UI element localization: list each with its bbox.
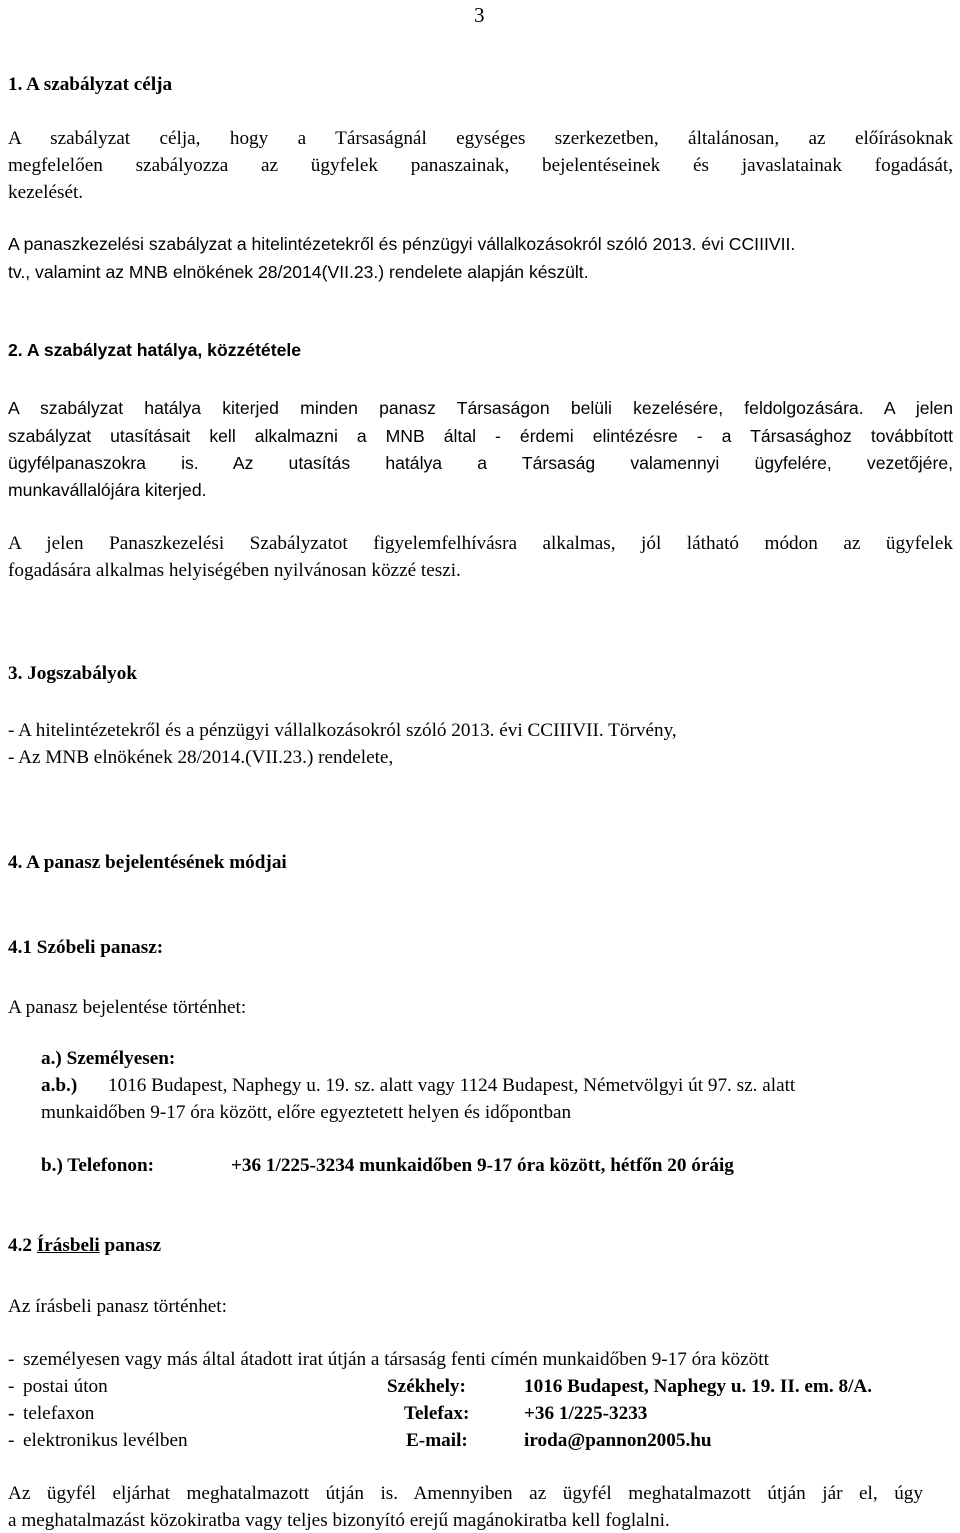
s1-paragraph-2-line-1: A panaszkezelési szabályzat a hitelintézetekről és pénzügyi vállalkozásokról szóló 2013. évi CCIIIVII. [8,234,796,254]
s4-2-intro: Az írásbeli panasz történhet: [8,1296,227,1317]
s4-2-closing-line-2: a meghatalmazást közokiratba vagy teljes bizonyító erejű magánokiratba kell foglalni. [8,1510,670,1531]
s4-2-row-1-dash: - [8,1349,15,1370]
s4-2-heading [8,1235,161,1257]
s4-2-row-3-text: telefaxon [23,1403,95,1424]
s4-1-ab-text-line-1: 1016 Budapest, Naphegy u. 19. sz. alatt vagy 1124 Budapest, Németvölgyi út 97. sz. alatt [108,1075,796,1096]
s2-paragraph-1-line-3: ügyfélpanaszokra is. Az utasítás hatálya a Társaság valamennyi ügyfelére, vezetőjére, [8,453,953,473]
section-4-heading: 4. A panasz bejelentésének módjai [8,852,287,873]
s4-2-heading-underlined-word: Írásbeli [36,1235,100,1256]
s4-2-row-4-text: elektronikus levélben [23,1430,188,1451]
page-number: 3 [474,3,485,27]
s4-2-heading-rest: panasz [99,1235,161,1256]
s4-2-row-2-text: postai úton [23,1376,108,1397]
s4-1-a-label: a.) Személyesen: [41,1048,176,1069]
s4-1-ab-label: a.b.) [41,1075,78,1096]
s2-paragraph-1-line-4: munkavállalójára kiterjed. [8,480,207,500]
s1-paragraph-1-line-1: A szabályzat célja, hogy a Társaságnál egységes szerkezetben, általánosan, az előírásoknak [8,128,953,149]
s2-paragraph-1-line-1: A szabályzat hatálya kiterjed minden panasz Társaságon belüli kezelésére, feldolgozására. A jelen [8,398,953,418]
section-1-heading: 1. A szabályzat célja [8,74,173,95]
s4-2-heading-number: 4.2 [8,1235,37,1256]
s4-1-b-text: +36 1/225-3234 munkaidőben 9-17 óra között, hétfőn 20 óráig [231,1155,734,1176]
s2-paragraph-1-line-2: szabályzat utasításait kell alkalmazni a MNB által - érdemi elintézésre - a Társasághoz továbbított [8,426,953,446]
s4-1-intro: A panasz bejelentése történhet: [8,997,247,1018]
s1-paragraph-1-line-3: kezelését. [8,182,84,203]
s4-1-heading: 4.1 Szóbeli panasz: [8,937,164,958]
s4-2-row-4-label: E-mail: [406,1430,468,1451]
section-2-heading: 2. A szabályzat hatálya, közzététele [8,340,302,360]
s4-2-closing-line-1: Az ügyfél eljárhat meghatalmazott útján is. Amennyiben az ügyfél meghatalmazott útján jár el, úgy [8,1483,923,1504]
s4-2-row-2-dash: - [8,1376,15,1397]
s4-2-row-1-text: személyesen vagy más által átadott irat útján a társaság fenti címén munkaidőben 9-17 óra között [23,1349,769,1370]
s4-2-row-3-label: Telefax: [404,1403,470,1424]
s4-2-row-3-value: +36 1/225-3233 [524,1403,648,1424]
s2-paragraph-2-line-2: fogadására alkalmas helyiségében nyilvánosan közzé teszi. [8,560,461,581]
s3-list-item-1: - A hitelintézetekről és a pénzügyi vállalkozásokról szóló 2013. évi CCIIIVII. Törvény, [8,720,677,741]
s1-paragraph-2-line-2: tv., valamint az MNB elnökének 28/2014(VII.23.) rendelete alapján készült. [8,262,589,282]
s1-paragraph-1-line-2: megfelelően szabályozza az ügyfelek panaszainak, bejelentéseinek és javaslatainak fogadását, [8,155,953,176]
s4-2-row-4-value: iroda@pannon2005.hu [524,1430,712,1451]
s4-2-row-3-dash: - [8,1403,15,1424]
section-3-heading: 3. Jogszabályok [8,663,138,684]
s4-1-b-label: b.) Telefonon: [41,1155,155,1176]
s4-2-row-2-label: Székhely: [387,1376,466,1397]
s4-1-ab-text-line-2: munkaidőben 9-17 óra között, előre egyeztetett helyen és időpontban [41,1102,572,1123]
s2-paragraph-2-line-1: A jelen Panaszkezelési Szabályzatot figyelemfelhívásra alkalmas, jól látható módon az ügyfelek [8,533,953,554]
s4-2-row-4-dash: - [8,1430,15,1451]
s3-list-item-2: - Az MNB elnökének 28/2014.(VII.23.) rendelete, [8,747,394,768]
s4-2-row-2-value: 1016 Budapest, Naphegy u. 19. II. em. 8/A. [524,1376,873,1397]
